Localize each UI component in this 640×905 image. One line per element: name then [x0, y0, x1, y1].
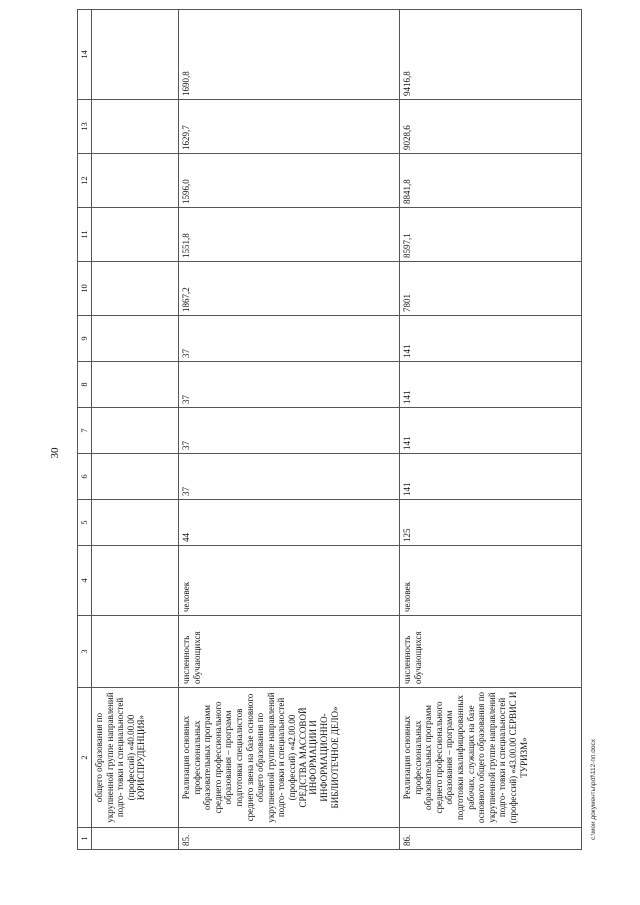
- column-number: 2: [78, 688, 92, 828]
- column-number: 5: [78, 500, 92, 546]
- row-indicator: численность обучающихся: [400, 616, 582, 688]
- row-unit: человек: [400, 546, 582, 616]
- value-cell: 1629,7: [179, 100, 400, 154]
- row-unit: человек: [179, 546, 400, 616]
- row-name: общего образования по укрупненной группе направлений подго- товки и специальностей (профессий) «40.00.00 ЮРИСПРУДЕНЦИЯ»: [92, 688, 179, 828]
- value-cell: 141: [400, 454, 582, 500]
- column-number: 11: [78, 208, 92, 262]
- value-cell: [92, 408, 179, 454]
- row-name: Реализация основных профессиональных образовательных программ среднего профессионального образования – программ подготовки квалифицированных рабочих, служащих на базе основного общего образования по укрупненной группе направлений подго- товки и специальностей (профессий) «43.00.00 СЕРВИС И ТУРИЗМ»: [400, 688, 582, 828]
- value-cell: 7801: [400, 262, 582, 316]
- column-number: 14: [78, 10, 92, 100]
- row-unit: [92, 546, 179, 616]
- column-number: 7: [78, 408, 92, 454]
- column-number: 8: [78, 362, 92, 408]
- value-cell: 9028,6: [400, 100, 582, 154]
- value-cell: 141: [400, 408, 582, 454]
- value-cell: 8597,1: [400, 208, 582, 262]
- value-cell: 37: [179, 362, 400, 408]
- value-cell: 141: [400, 362, 582, 408]
- row-indicator: численность обучающихся: [179, 616, 400, 688]
- page-number: 30: [49, 447, 61, 459]
- value-cell: [92, 262, 179, 316]
- value-cell: [92, 500, 179, 546]
- value-cell: 1551,8: [179, 208, 400, 262]
- value-cell: 44: [179, 500, 400, 546]
- rotated-table-container: [77, 50, 587, 850]
- column-number: 3: [78, 616, 92, 688]
- value-cell: [92, 208, 179, 262]
- value-cell: 1867,2: [179, 262, 400, 316]
- value-cell: 125: [400, 500, 582, 546]
- value-cell: [92, 154, 179, 208]
- column-number: 4: [78, 546, 92, 616]
- table-row: [179, 10, 400, 850]
- data-table: [77, 9, 582, 850]
- column-number: 13: [78, 100, 92, 154]
- row-indicator: [92, 616, 179, 688]
- column-number: 12: [78, 154, 92, 208]
- value-cell: 37: [179, 316, 400, 362]
- value-cell: [92, 100, 179, 154]
- column-number: 1: [78, 828, 92, 850]
- row-number: 85.: [179, 828, 400, 850]
- column-number-row: [78, 10, 92, 850]
- value-cell: [92, 362, 179, 408]
- value-cell: 8841,8: [400, 154, 582, 208]
- column-number: 6: [78, 454, 92, 500]
- column-number: 9: [78, 316, 92, 362]
- row-number: [92, 828, 179, 850]
- value-cell: [92, 316, 179, 362]
- row-name: Реализация основных профессиональных образовательных программ среднего профессионального образования – программ подготовки специалистов среднего звена на базе основного общего образования по укрупненной группе направлений подго- товки и специальностей (профессий) «42.00.00 СРЕДСТВА МАССОВОЙ ИНФОРМАЦИИ И ИНФОРМАЦИОННО- БИБЛИОТЕЧНОЕ ДЕЛО»: [179, 688, 400, 828]
- value-cell: [92, 10, 179, 100]
- file-path-footer: c:\мои документы\pdf\112-пп.docx: [590, 739, 597, 840]
- row-number: 86.: [400, 828, 582, 850]
- value-cell: 1596,0: [179, 154, 400, 208]
- value-cell: 37: [179, 408, 400, 454]
- column-number: 10: [78, 262, 92, 316]
- value-cell: 37: [179, 454, 400, 500]
- value-cell: 141: [400, 316, 582, 362]
- value-cell: 9416,8: [400, 10, 582, 100]
- table-row: [92, 10, 179, 850]
- table-row: [400, 10, 582, 850]
- value-cell: [92, 454, 179, 500]
- value-cell: 1690,8: [179, 10, 400, 100]
